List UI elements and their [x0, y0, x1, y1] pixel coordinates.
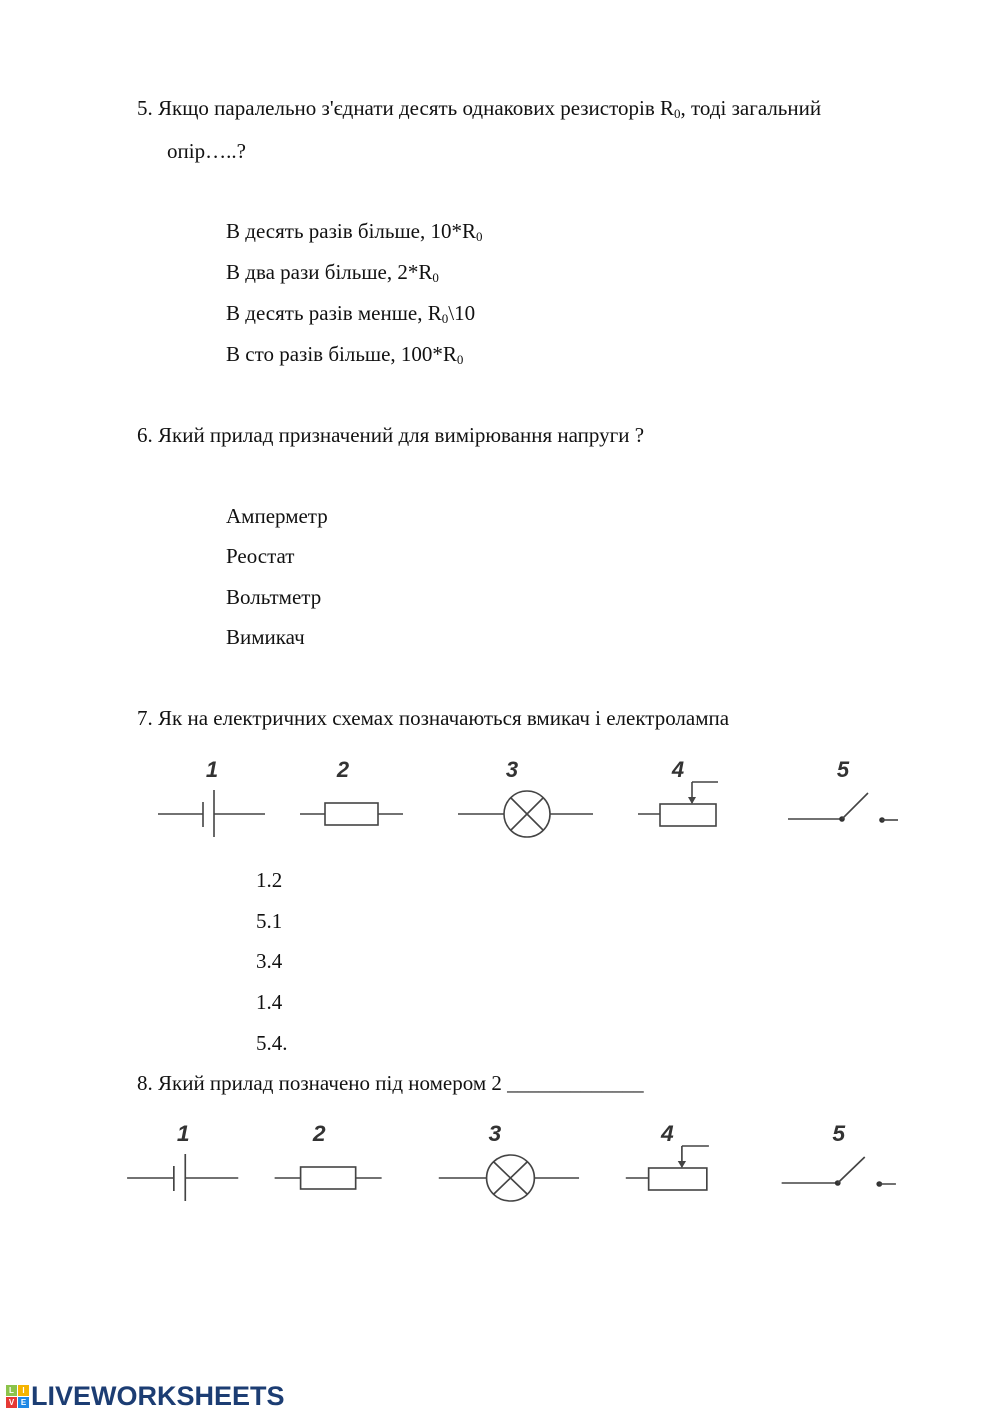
symbol-label-1: 1: [176, 1121, 190, 1146]
q7-option[interactable]: 3.4: [256, 949, 283, 973]
q8-question: 8. Який прилад позначено під номером 2 _____________: [137, 1071, 644, 1095]
switch-lever: [842, 793, 868, 819]
symbol-label-2: 2: [312, 1121, 326, 1146]
q6-question: 6. Який прилад призначений для вимірювання напруги ?: [137, 423, 645, 447]
q7-question: 7. Як на електричних схемах позначаються вмикач і електролампа: [137, 706, 730, 730]
rheostat-arrow-icon: [688, 797, 696, 804]
q5-option[interactable]: В сто разів більше, $100*R_0$: [226, 342, 464, 367]
rheostat-icon: [649, 1168, 707, 1190]
q5-question: [137, 96, 821, 122]
q5-option[interactable]: В два рази більше, $2*R_0$: [226, 260, 439, 285]
q6-option[interactable]: Амперметр: [226, 504, 328, 528]
q6-option[interactable]: Реостат: [226, 544, 295, 568]
q7-circuit-symbols: [130, 750, 900, 850]
q7-option[interactable]: 1.4: [256, 990, 283, 1014]
switch-lever: [838, 1157, 865, 1183]
q7-option[interactable]: 5.1: [256, 909, 283, 933]
q8-circuit-symbols: [98, 1114, 898, 1214]
q5-text: 5. Якщо паралельно з'єднати десять однакових резисторів R: [137, 96, 675, 120]
q7-option[interactable]: 5.4.: [256, 1031, 288, 1055]
q5-text-end: , тоді загальний: [680, 96, 822, 120]
q6-option[interactable]: Вимикач: [226, 625, 305, 649]
symbol-label-5: 5: [836, 757, 850, 782]
symbol-label-3: 3: [505, 757, 519, 782]
symbol-label-3: 3: [488, 1121, 502, 1146]
resistor-icon: [301, 1167, 356, 1189]
rheostat-arrow-icon: [678, 1161, 686, 1168]
q7-option[interactable]: 1.2: [256, 868, 283, 892]
rheostat-icon: [660, 804, 716, 826]
symbol-label-1: 1: [205, 757, 219, 782]
q5-sub: 0: [674, 106, 681, 121]
symbol-label-2: 2: [336, 757, 350, 782]
logo-blocks-icon: L I V E: [6, 1385, 29, 1408]
logo-text: LIVEWORKSHEETS: [31, 1381, 285, 1411]
symbol-label-4: 4: [660, 1121, 674, 1146]
symbol-label-5: 5: [832, 1121, 846, 1146]
q5-option[interactable]: В десять разів менше, $R_0\backslash 10$: [226, 301, 476, 326]
q5-question-line2: опір…..?: [167, 139, 246, 163]
q6-option[interactable]: Вольтметр: [226, 585, 322, 609]
q5-option[interactable]: В десять разів більше, $10*R_0$: [226, 219, 483, 244]
liveworksheets-logo: [6, 1381, 285, 1412]
resistor-icon: [325, 803, 378, 825]
symbol-label-4: 4: [671, 757, 685, 782]
